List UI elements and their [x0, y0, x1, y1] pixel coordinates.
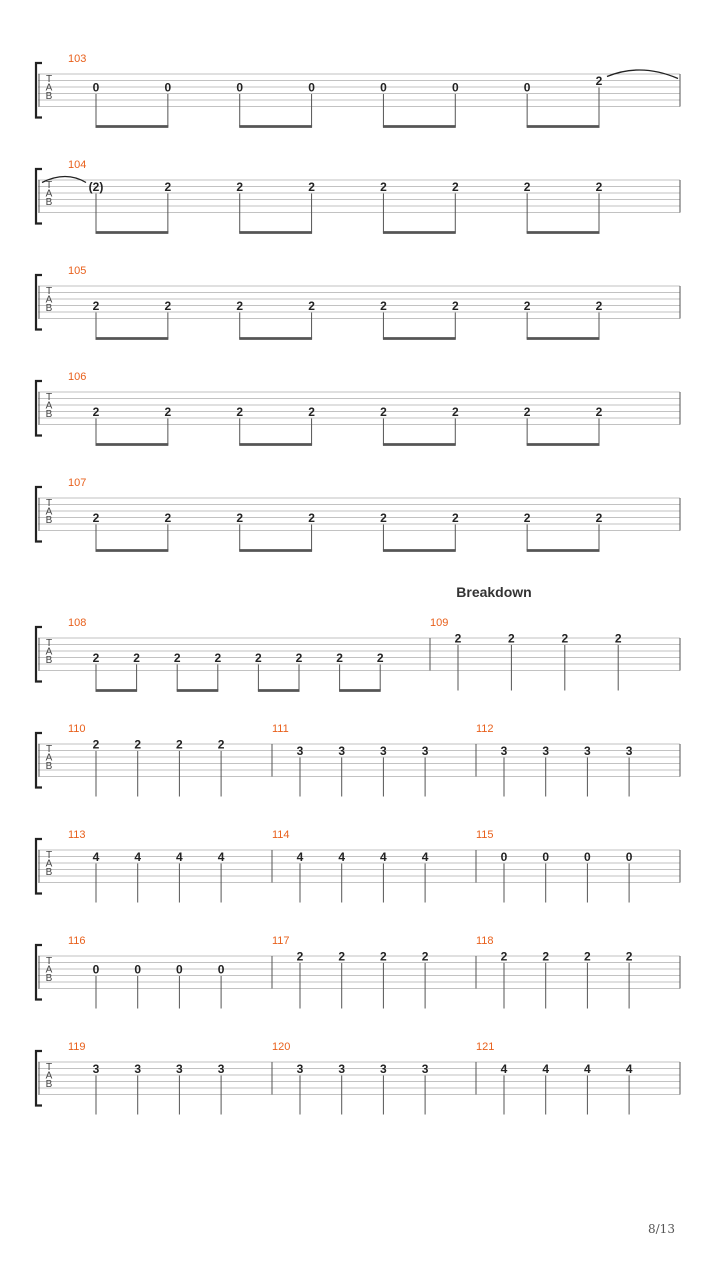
- fret-number: 3: [421, 743, 429, 758]
- fret-number: 2: [451, 298, 459, 313]
- tab-clef-letter: T: [45, 956, 53, 967]
- fret-number: 3: [380, 743, 387, 758]
- measure-number: 118: [476, 935, 494, 947]
- tab-clef-letter: A: [45, 1070, 53, 1082]
- fret-number: 2: [523, 510, 531, 525]
- tab-clef-letter: A: [45, 294, 53, 306]
- fret-number: 0: [176, 962, 183, 977]
- tab-system-9: [36, 935, 680, 1009]
- fret-number: 4: [421, 849, 429, 864]
- fret-number: 0: [236, 80, 244, 95]
- fret-number: 2: [595, 179, 603, 194]
- fret-number: 2: [92, 404, 100, 419]
- tab-clef-letter: A: [45, 188, 53, 200]
- fret-number: 2: [164, 404, 172, 419]
- fret-number: 0: [625, 849, 633, 864]
- fret-number: 0: [380, 80, 387, 95]
- measure-number: 105: [68, 265, 87, 277]
- measure-number: 111: [272, 723, 289, 735]
- fret-number: 2: [561, 631, 569, 646]
- fret-number: 2: [523, 179, 531, 194]
- fret-number: 3: [176, 1061, 183, 1076]
- tab-clef-letter: B: [45, 655, 53, 666]
- tab-system-2: [36, 159, 680, 233]
- fret-number: 2: [236, 298, 244, 313]
- measure-number: 115: [476, 829, 494, 841]
- measure-number: 116: [68, 935, 86, 947]
- fret-number: 2: [236, 179, 244, 194]
- fret-number: 2: [421, 949, 429, 964]
- fret-number: 2: [133, 650, 140, 665]
- fret-number: 2: [380, 949, 387, 964]
- measure-number: 108: [68, 617, 87, 629]
- tab-clef-letter: T: [45, 638, 53, 649]
- tab-system-1: [36, 53, 680, 127]
- measure-number: 113: [68, 829, 86, 841]
- measure-number: 121: [476, 1041, 495, 1053]
- fret-number: (2): [88, 179, 104, 194]
- measure-number: 112: [476, 723, 494, 735]
- fret-number: 2: [380, 298, 387, 313]
- fret-number: 2: [164, 510, 172, 525]
- fret-number: 3: [217, 1061, 225, 1076]
- section-marker: Breakdown: [456, 584, 532, 600]
- fret-number: 2: [173, 650, 181, 665]
- fret-number: 4: [134, 849, 142, 864]
- tab-clef-letter: B: [45, 91, 53, 102]
- tab-system-10: [36, 1041, 680, 1115]
- fret-number: 4: [380, 849, 387, 864]
- measure-number: 106: [68, 371, 87, 383]
- fret-number: 3: [500, 743, 508, 758]
- fret-number: 2: [451, 510, 459, 525]
- tab-clef-letter: T: [45, 392, 53, 403]
- fret-number: 4: [296, 849, 304, 864]
- fret-number: 2: [296, 949, 304, 964]
- measure-number: 109: [430, 617, 449, 629]
- fret-number: 2: [451, 179, 459, 194]
- fret-number: 2: [625, 949, 633, 964]
- fret-number: 4: [625, 1061, 633, 1076]
- fret-number: 2: [380, 404, 387, 419]
- tab-system-5: [36, 477, 680, 551]
- fret-number: 2: [338, 949, 346, 964]
- tab-clef-letter: B: [45, 761, 53, 772]
- fret-number: 4: [338, 849, 346, 864]
- fret-number: 2: [523, 298, 531, 313]
- fret-number: 3: [380, 1061, 387, 1076]
- fret-number: 2: [134, 737, 142, 752]
- fret-number: 3: [296, 743, 304, 758]
- fret-number: 3: [625, 743, 633, 758]
- measure-number: 103: [68, 53, 87, 65]
- tab-clef-letter: T: [45, 850, 53, 861]
- fret-number: 3: [134, 1061, 142, 1076]
- fret-number: 2: [451, 404, 459, 419]
- tab-clef-letter: B: [45, 197, 53, 208]
- tab-clef-letter: A: [45, 964, 53, 976]
- fret-number: 2: [508, 631, 515, 646]
- fret-number: 0: [134, 962, 142, 977]
- fret-number: 2: [295, 650, 303, 665]
- fret-number: 2: [176, 737, 183, 752]
- fret-number: 0: [164, 80, 172, 95]
- fret-number: 2: [380, 510, 387, 525]
- fret-number: 2: [584, 949, 591, 964]
- fret-number: 2: [454, 631, 462, 646]
- tab-clef-letter: A: [45, 82, 53, 94]
- tab-clef-letter: B: [45, 303, 53, 314]
- fret-number: 0: [451, 80, 459, 95]
- fret-number: 2: [308, 298, 315, 313]
- fret-number: 2: [523, 404, 531, 419]
- fret-number: 2: [308, 510, 315, 525]
- fret-number: 3: [296, 1061, 304, 1076]
- fret-number: 3: [584, 743, 591, 758]
- fret-number: 2: [236, 404, 244, 419]
- tab-clef-letter: A: [45, 506, 53, 518]
- fret-number: 2: [500, 949, 508, 964]
- tab-clef-letter: T: [45, 744, 53, 755]
- tab-system-4: [36, 371, 680, 445]
- fret-number: 0: [92, 962, 100, 977]
- fret-number: 4: [542, 1061, 550, 1076]
- tab-clef-letter: A: [45, 858, 53, 870]
- tab-clef-letter: T: [45, 74, 53, 85]
- measure-number: 114: [272, 829, 290, 841]
- tab-clef-letter: A: [45, 752, 53, 764]
- tab-clef-letter: B: [45, 409, 53, 420]
- fret-number: 2: [336, 650, 343, 665]
- measure-number: 104: [68, 159, 87, 171]
- fret-number: 3: [338, 1061, 346, 1076]
- tab-clef-letter: B: [45, 973, 53, 984]
- measure-number: 107: [68, 477, 87, 489]
- fret-number: 3: [338, 743, 346, 758]
- fret-number: 2: [614, 631, 622, 646]
- tab-clef-letter: T: [45, 180, 53, 191]
- fret-number: 2: [236, 510, 244, 525]
- tab-clef-letter: T: [45, 498, 53, 509]
- fret-number: 0: [217, 962, 225, 977]
- tab-clef-letter: A: [45, 400, 53, 412]
- fret-number: 2: [595, 73, 603, 88]
- fret-number: 0: [500, 849, 508, 864]
- fret-number: 0: [523, 80, 531, 95]
- tab-clef-letter: T: [45, 1062, 53, 1073]
- tab-clef-letter: T: [45, 286, 53, 297]
- fret-number: 3: [92, 1061, 100, 1076]
- fret-number: 2: [217, 737, 225, 752]
- page-number: 8/13: [648, 1222, 675, 1236]
- tab-system-6: [36, 584, 680, 691]
- fret-number: 2: [92, 510, 100, 525]
- tab-system-7: [36, 723, 680, 797]
- measure-number: 117: [272, 935, 290, 947]
- fret-number: 2: [380, 179, 387, 194]
- fret-number: 2: [164, 179, 172, 194]
- tab-system-8: [36, 829, 680, 903]
- tab-clef-letter: B: [45, 515, 53, 526]
- measure-number: 119: [68, 1041, 86, 1053]
- tab-clef-letter: B: [45, 867, 53, 878]
- fret-number: 2: [376, 650, 384, 665]
- fret-number: 2: [595, 404, 603, 419]
- fret-number: 2: [92, 650, 100, 665]
- fret-number: 2: [214, 650, 222, 665]
- measure-number: 120: [272, 1041, 291, 1053]
- fret-number: 2: [595, 510, 603, 525]
- fret-number: 2: [308, 404, 315, 419]
- fret-number: 2: [164, 298, 172, 313]
- fret-number: 2: [542, 949, 550, 964]
- fret-number: 4: [584, 1061, 591, 1076]
- fret-number: 4: [500, 1061, 508, 1076]
- tab-clef-letter: B: [45, 1079, 53, 1090]
- fret-number: 2: [92, 298, 100, 313]
- tab-system-3: [36, 265, 680, 339]
- fret-number: 2: [308, 179, 315, 194]
- fret-number: 2: [255, 650, 262, 665]
- fret-number: 0: [542, 849, 550, 864]
- fret-number: 3: [421, 1061, 429, 1076]
- fret-number: 4: [92, 849, 100, 864]
- fret-number: 2: [92, 737, 100, 752]
- fret-number: 0: [92, 80, 100, 95]
- fret-number: 4: [176, 849, 183, 864]
- fret-number: 0: [584, 849, 591, 864]
- tab-clef-letter: A: [45, 646, 53, 658]
- measure-number: 110: [68, 723, 86, 735]
- fret-number: 2: [595, 298, 603, 313]
- fret-number: 0: [308, 80, 315, 95]
- fret-number: 4: [217, 849, 225, 864]
- fret-number: 3: [542, 743, 550, 758]
